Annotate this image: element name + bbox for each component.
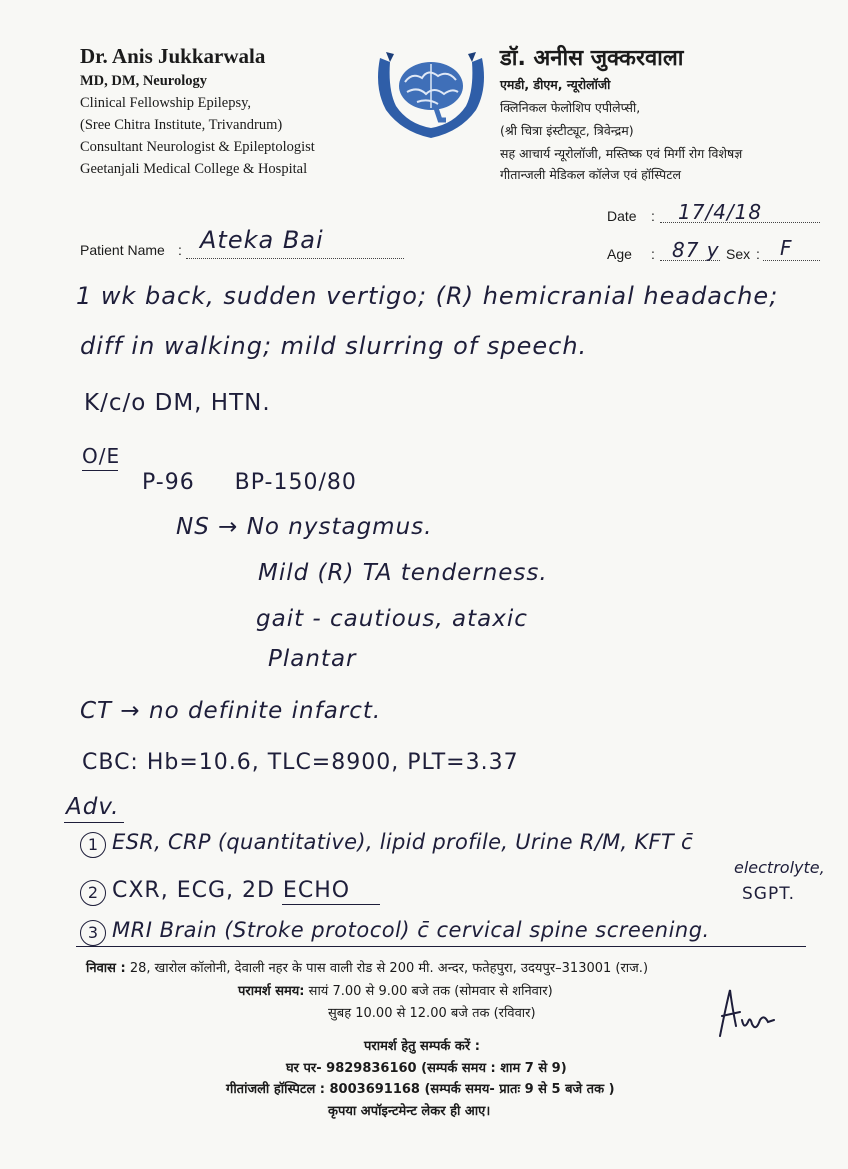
timing-row bbox=[238, 981, 553, 999]
contact-home: घर पर- 9829836160 (सम्पर्क समय : शाम 7 से 9) bbox=[286, 1061, 567, 1076]
advice-item-1-extra: SGPT. bbox=[742, 884, 795, 904]
header-line-hi: गीतान्जली मेडिकल कॉलेज एवं हॉस्पिटल bbox=[500, 167, 682, 182]
address-row bbox=[86, 958, 648, 976]
doctor-name-hi: डॉ. अनीस जुक्करवाला bbox=[500, 46, 684, 71]
signature-mark-icon bbox=[712, 986, 782, 1046]
advice-item-1: ESR, CRP (quantitative), lipid profile, Urine R/M, KFT c̄ bbox=[112, 830, 693, 854]
patient-name-label: Patient Name bbox=[80, 242, 165, 258]
ta-exam: Mild (R) TA tenderness. bbox=[258, 560, 548, 586]
oe-underline bbox=[82, 470, 118, 471]
date-value: 17/4/18 bbox=[678, 200, 763, 224]
address-text: 28, खारोल कॉलोनी, देवाली नहर के पास वाली रोड से 200 मी. अन्दर, फतेहपुरा, उदयपुर–313001 (राज.) bbox=[129, 961, 649, 976]
patient-name-line bbox=[186, 258, 404, 259]
advice-label: Adv. bbox=[66, 794, 120, 820]
rx-bottom-line bbox=[76, 946, 806, 947]
ns-exam: NS → No nystagmus. bbox=[176, 514, 433, 540]
advice-number-3: 3 bbox=[80, 920, 106, 946]
cbc-result: CBC: Hb=10.6, TLC=8900, PLT=3.37 bbox=[82, 750, 519, 775]
header-line-hi: क्लिनिकल फेलोशिप एपीलेप्सी, bbox=[500, 100, 641, 115]
advice-underline bbox=[64, 822, 124, 823]
appointment-note: कृपया अपॉइन्टमेन्ट लेकर ही आए। bbox=[328, 1104, 491, 1119]
timing-text-1: सायं 7.00 से 9.00 बजे तक (सोमवार से शनिवार) bbox=[308, 984, 553, 999]
sex-label: Sex bbox=[726, 246, 751, 262]
history-line-2: diff in walking; mild slurring of speech. bbox=[80, 332, 588, 360]
patient-name-value: Ateka Bai bbox=[200, 226, 324, 254]
timing-text-2: सुबह 10.00 से 12.00 बजे तक (रविवार) bbox=[328, 1006, 536, 1021]
doctor-degrees-en: MD, DM, Neurology bbox=[80, 73, 207, 89]
contact-hospital: गीतांजली हॉस्पिटल : 8003691168 (सम्पर्क समय- प्रातः 9 से 5 बजे तक ) bbox=[226, 1082, 615, 1097]
header-line-hi: एमडी, डीएम, न्यूरोलॉजी bbox=[500, 77, 611, 92]
header-line-en: Consultant Neurologist & Epileptologist bbox=[80, 139, 315, 155]
timing-label: परामर्श समय: bbox=[238, 984, 305, 999]
history-line-1: 1 wk back, sudden vertigo; (R) hemicranial headache; bbox=[76, 282, 779, 310]
header-line-en: (Sree Chitra Institute, Trivandrum) bbox=[80, 117, 283, 133]
sex-value: F bbox=[780, 236, 793, 260]
advice-number-1: 1 bbox=[80, 832, 106, 858]
header-line-hi: (श्री चित्रा इंस्टीट्यूट, त्रिवेन्द्रम) bbox=[500, 123, 634, 138]
plantar-exam: Plantar bbox=[268, 646, 357, 672]
advice-item-1-extra: electrolyte, bbox=[734, 858, 825, 877]
age-value: 87 y bbox=[672, 238, 720, 262]
sex-line bbox=[763, 260, 820, 261]
header-line-en: Geetanjali Medical College & Hospital bbox=[80, 161, 308, 177]
header-line-hi: सह आचार्य न्यूरोलॉजी, मस्तिष्क एवं मिर्गी रोग विशेषज्ञ bbox=[500, 146, 743, 161]
vitals: P-96 BP-150/80 bbox=[142, 470, 357, 495]
advice-item-3: MRI Brain (Stroke protocol) c̄ cervical spine screening. bbox=[112, 918, 710, 942]
header-line-en: Clinical Fellowship Epilepsy, bbox=[80, 95, 252, 111]
contact-heading: परामर्श हेतु सम्पर्क करें : bbox=[364, 1039, 480, 1054]
ct-finding: CT → no definite infarct. bbox=[80, 698, 382, 724]
address-label: निवास : bbox=[86, 961, 126, 976]
doctor-name-en: Dr. Anis Jukkarwala bbox=[80, 44, 266, 68]
advice-number-2: 2 bbox=[80, 880, 106, 906]
brain-in-hands-logo-icon bbox=[372, 48, 490, 146]
known-case: K/c/o DM, HTN. bbox=[84, 390, 271, 416]
echo-underline bbox=[282, 904, 380, 905]
advice-item-2: CXR, ECG, 2D ECHO bbox=[112, 878, 351, 903]
date-label: Date bbox=[607, 208, 637, 224]
gait-exam: gait - cautious, ataxic bbox=[256, 606, 528, 632]
oe-label: O/E bbox=[82, 444, 121, 468]
age-label: Age bbox=[607, 246, 632, 262]
